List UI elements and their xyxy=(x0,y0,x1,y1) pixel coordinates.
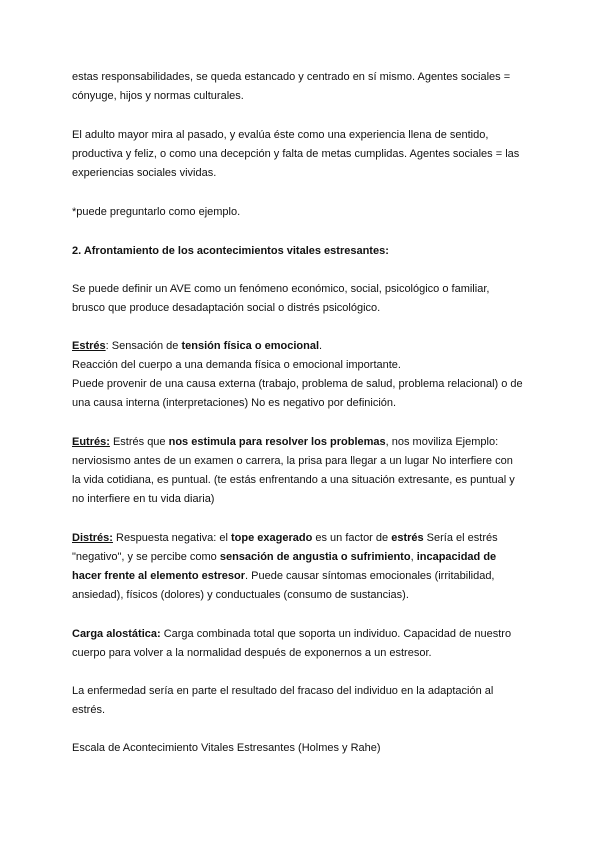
text-line: la vida cotidiana, es puntual. (te estás enfrentando a una situación extresante, es puntual y xyxy=(72,474,515,486)
paragraph-estres xyxy=(72,337,528,413)
paragraph-eutres xyxy=(72,433,528,509)
bold-run: hacer frente al elemento estresor xyxy=(72,570,246,582)
text-run: , nos moviliza Ejemplo: xyxy=(385,436,499,448)
paragraph-note xyxy=(72,203,528,222)
text-run: . xyxy=(319,340,323,352)
text-run: Respuesta negativa: el xyxy=(112,532,231,544)
text-line: cuerpo para volver a la normalidad después de exponernos a un estresor. xyxy=(72,647,432,659)
bold-run: tensión física o emocional xyxy=(181,340,320,352)
text-run: . Puede causar síntomas emocionales (irritabilidad, xyxy=(245,570,495,582)
text-line: Puede provenir de una causa externa (trabajo, problema de salud, problema relacional) o de xyxy=(72,378,523,390)
section-heading xyxy=(72,242,528,261)
text-line: Se puede definir un AVE como un fenómeno económico, social, psicológico o familiar, xyxy=(72,283,490,295)
text-line: La enfermedad sería en parte el resultado del fracaso del individuo en la adaptación al xyxy=(72,685,494,697)
heading-text: 2. Afrontamiento de los acontecimientos vitales estresantes: xyxy=(72,245,389,257)
term-carga-alostatica: Carga alostática: xyxy=(72,628,161,640)
paragraph-escala xyxy=(72,739,528,758)
text-run: "negativo", y se percibe como xyxy=(72,551,220,563)
text-line: estrés. xyxy=(72,704,106,716)
text-line: experiencias sociales vividas. xyxy=(72,167,217,179)
text-line: productiva y feliz, o como una decepción y falta de metas cumplidas. Agentes sociales = las xyxy=(72,148,520,160)
text-line: estas responsabilidades, se queda estancado y centrado en sí mismo. Agentes sociales = xyxy=(72,71,511,83)
bold-run: nos estimula para resolver los problemas xyxy=(168,436,386,448)
text-line: brusco que produce desadaptación social o distrés psicológico. xyxy=(72,302,381,314)
text-run: : Sensación de xyxy=(105,340,182,352)
term-estres: Estrés xyxy=(72,340,106,352)
text-line: nerviosismo antes de un examen o carrera, la prisa para llegar a un lugar No interfiere con xyxy=(72,455,513,467)
text-line: una causa interna (interpretaciones) No es negativo por definición. xyxy=(72,397,397,409)
paragraph-agentes-sociales-1 xyxy=(72,68,528,106)
text-line: El adulto mayor mira al pasado, y evalúa éste como una experiencia llena de sentido, xyxy=(72,129,489,141)
bold-run: incapacidad de xyxy=(416,551,497,563)
paragraph-distres xyxy=(72,529,528,605)
term-eutres: Eutrés: xyxy=(72,436,110,448)
text-line: no interfiere en tu vida diaria) xyxy=(72,493,215,505)
paragraph-ave-definition xyxy=(72,280,528,318)
text-run: Sería el estrés xyxy=(423,532,498,544)
text-run: es un factor de xyxy=(312,532,392,544)
text-line: Reacción del cuerpo a una demanda física o emocional importante. xyxy=(72,359,401,371)
text-line: cónyuge, hijos y normas culturales. xyxy=(72,90,244,102)
text-line: *puede preguntarlo como ejemplo. xyxy=(72,206,241,218)
bold-run: sensación de angustia o sufrimiento xyxy=(219,551,411,563)
paragraph-adulto-mayor xyxy=(72,126,528,183)
term-distres: Distrés: xyxy=(72,532,113,544)
bold-run: tope exagerado xyxy=(231,532,313,544)
paragraph-carga-alostatica xyxy=(72,625,528,663)
paragraph-enfermedad xyxy=(72,682,528,720)
text-line: Escala de Acontecimiento Vitales Estresantes (Holmes y Rahe) xyxy=(72,742,381,754)
text-run: Estrés que xyxy=(109,436,169,448)
text-run: , xyxy=(410,551,417,563)
text-run: Carga combinada total que soporta un individuo. Capacidad de nuestro xyxy=(160,628,512,640)
text-line: ansiedad), físicos (dolores) y conductuales (consumo de sustancias). xyxy=(72,589,409,601)
bold-run: estrés xyxy=(391,532,424,544)
